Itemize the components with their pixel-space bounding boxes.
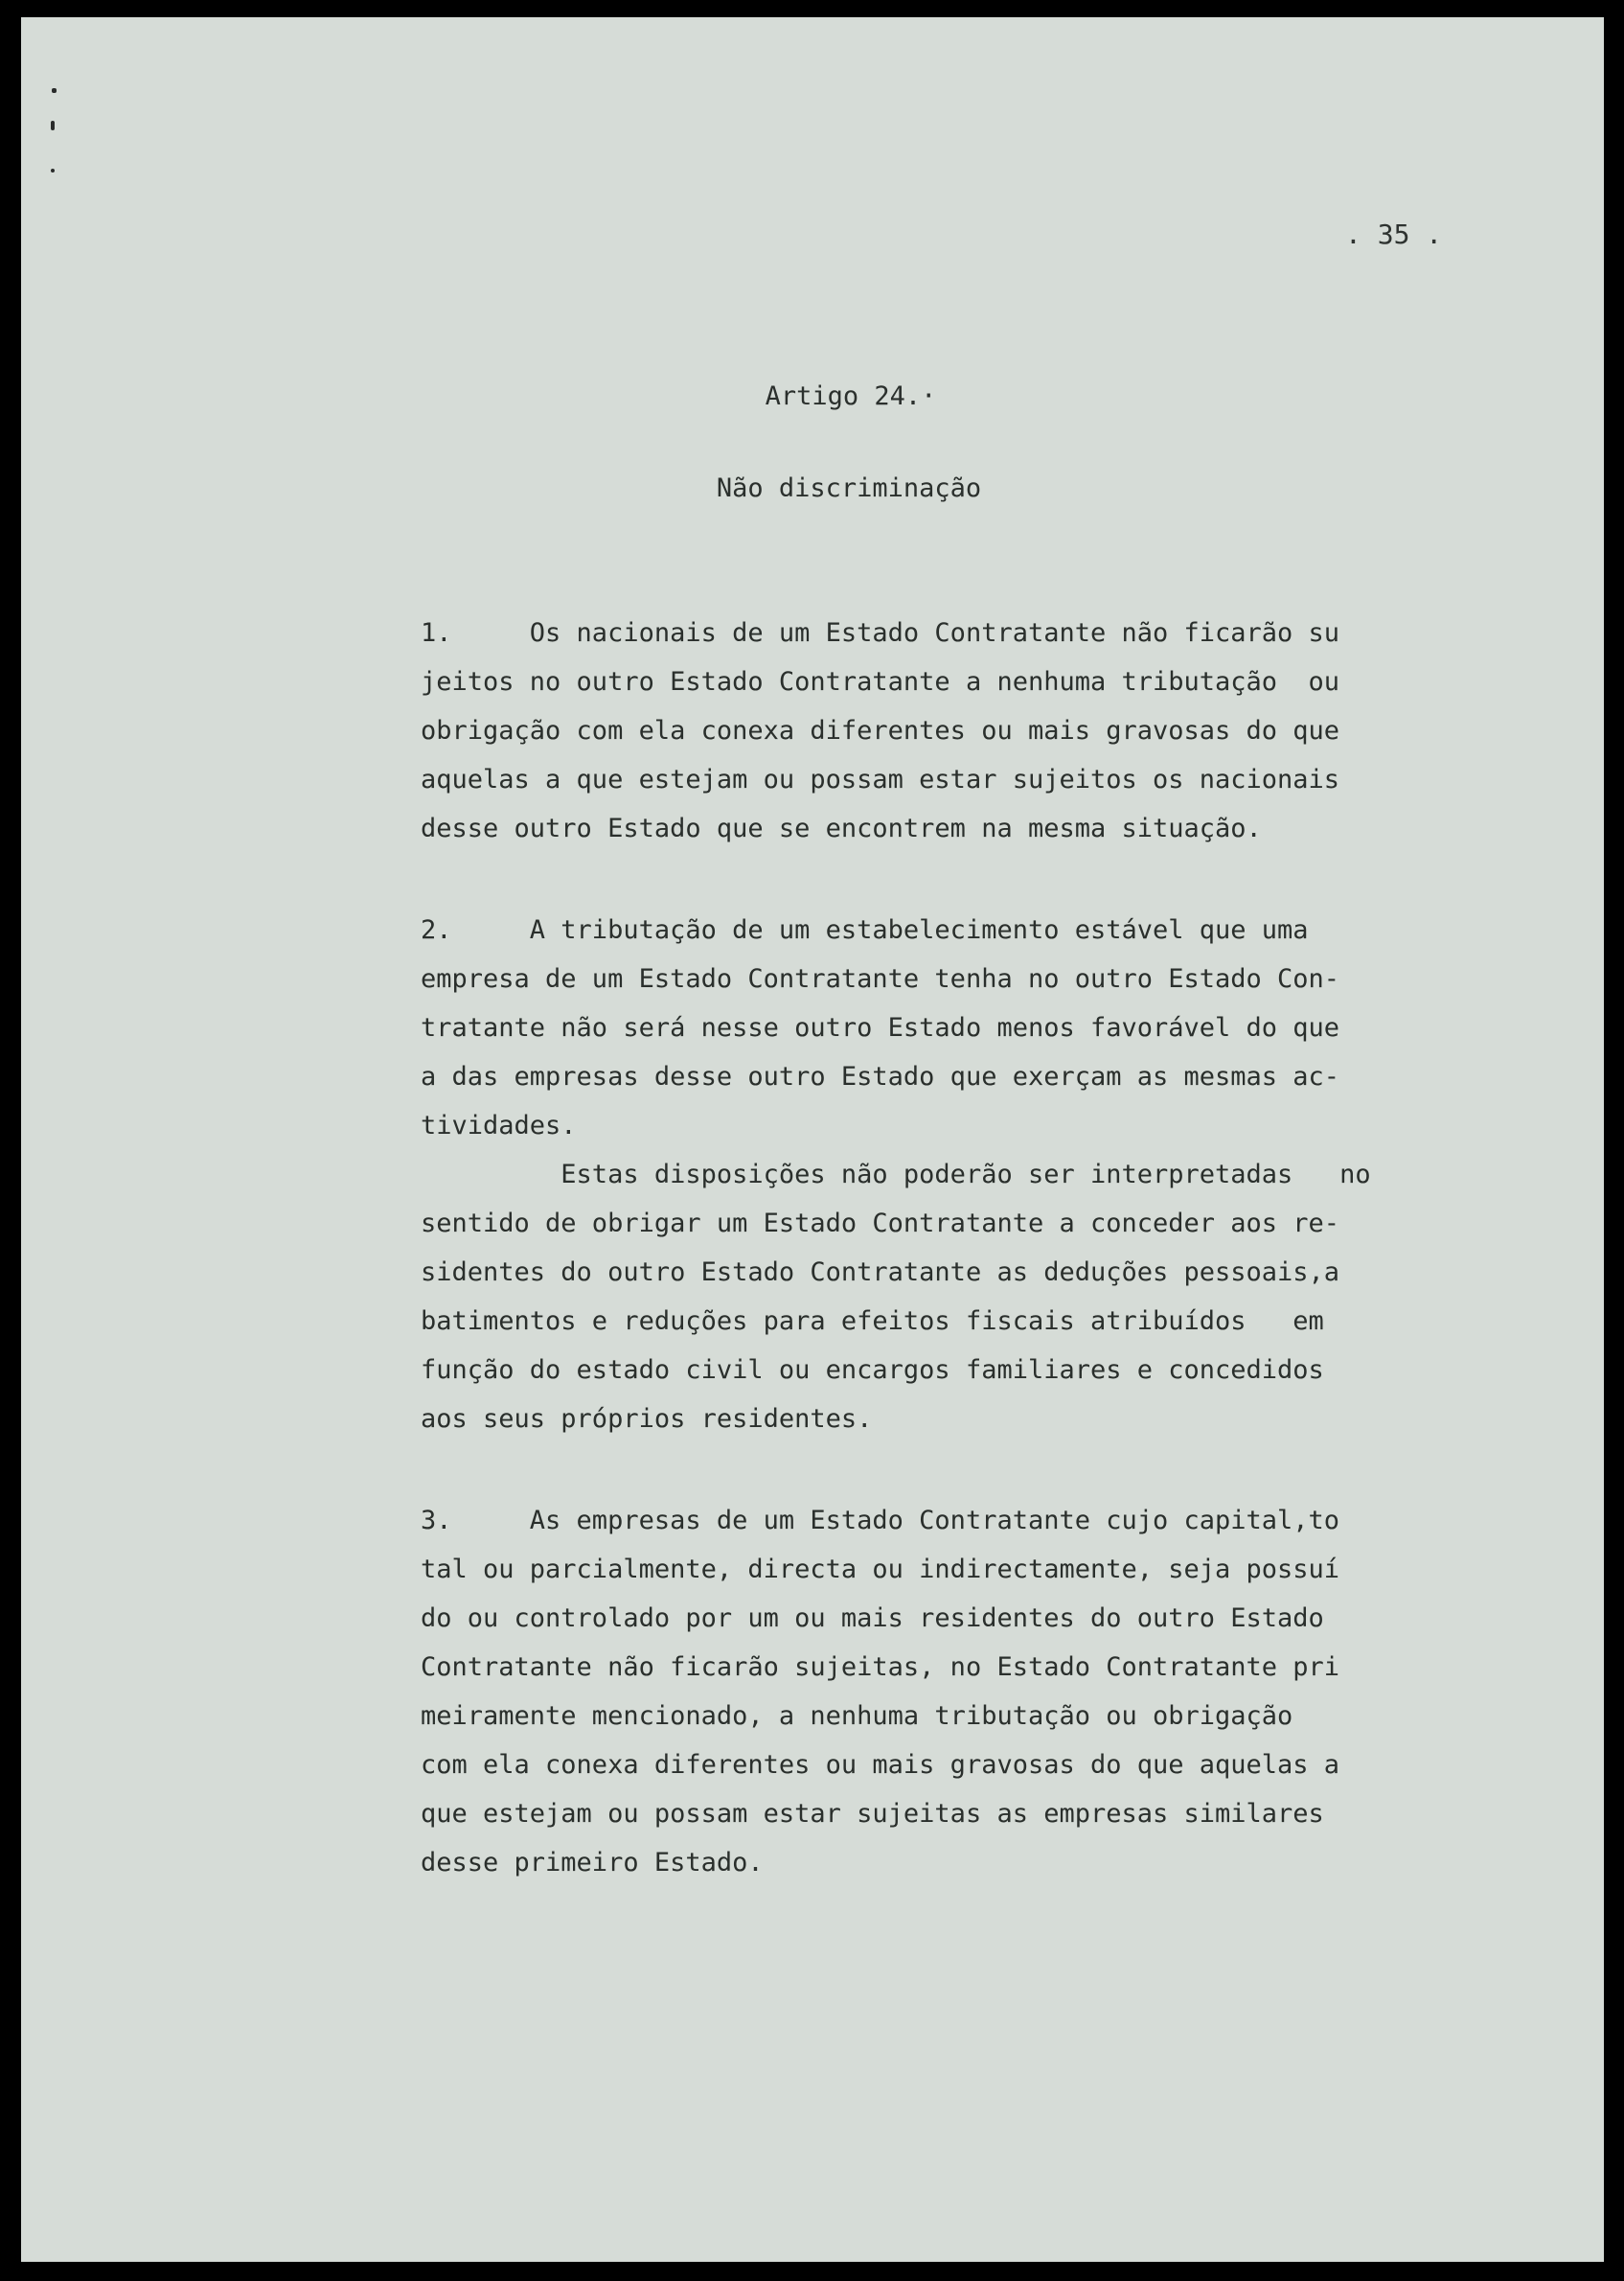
text-line: que estejam ou possam estar sujeitas as empresas similares bbox=[421, 1799, 1324, 1829]
text-line: com ela conexa diferentes ou mais gravosas do que aquelas a bbox=[421, 1750, 1340, 1780]
text-line: a das empresas desse outro Estado que exerçam as mesmas ac- bbox=[421, 1062, 1340, 1092]
section-title: Não discriminação bbox=[716, 473, 982, 503]
page-number: . 35 . bbox=[1345, 219, 1443, 250]
text-line: obrigação com ela conexa diferentes ou mais gravosas do que bbox=[421, 716, 1340, 746]
text-line: tividades. bbox=[421, 1111, 577, 1140]
text-line: sentido de obrigar um Estado Contratante a conceder aos re- bbox=[421, 1209, 1340, 1238]
punch-mark bbox=[52, 88, 57, 93]
text-line: do ou controlado por um ou mais residentes do outro Estado bbox=[421, 1603, 1324, 1633]
text-line: desse primeiro Estado. bbox=[421, 1848, 764, 1878]
text-line: jeitos no outro Estado Contratante a nenhuma tributação ou bbox=[421, 667, 1340, 697]
document-page bbox=[21, 17, 1604, 2262]
punch-mark bbox=[51, 121, 55, 130]
text-line: aquelas a que estejam ou possam estar sujeitos os nacionais bbox=[421, 765, 1340, 795]
text-line: empresa de um Estado Contratante tenha no outro Estado Con- bbox=[421, 964, 1340, 994]
text-line: meiramente mencionado, a nenhuma tributação ou obrigação bbox=[421, 1701, 1293, 1731]
text-line: sidentes do outro Estado Contratante as deduções pessoais,a bbox=[421, 1257, 1340, 1287]
text-line: 2. A tributação de um estabelecimento estável que uma bbox=[421, 915, 1309, 945]
text-line: aos seus próprios residentes. bbox=[421, 1404, 873, 1434]
text-line: desse outro Estado que se encontrem na mesma situação. bbox=[421, 814, 1262, 843]
text-line: função do estado civil ou encargos familiares e concedidos bbox=[421, 1355, 1324, 1385]
text-line: 1. Os nacionais de um Estado Contratante não ficarão su bbox=[421, 618, 1340, 648]
text-line: batimentos e reduções para efeitos fiscais atribuídos em bbox=[421, 1306, 1324, 1336]
text-line: Estas disposições não poderão ser interpretadas no bbox=[421, 1160, 1371, 1189]
text-line: tratante não será nesse outro Estado menos favorável do que bbox=[421, 1013, 1340, 1043]
text-line: Contratante não ficarão sujeitas, no Estado Contratante pri bbox=[421, 1652, 1340, 1682]
article-title: Artigo 24.· bbox=[765, 381, 937, 411]
text-line: 3. As empresas de um Estado Contratante cujo capital,to bbox=[421, 1506, 1340, 1535]
text-line: tal ou parcialmente, directa ou indirectamente, seja possuí bbox=[421, 1555, 1340, 1584]
punch-mark bbox=[51, 169, 55, 173]
